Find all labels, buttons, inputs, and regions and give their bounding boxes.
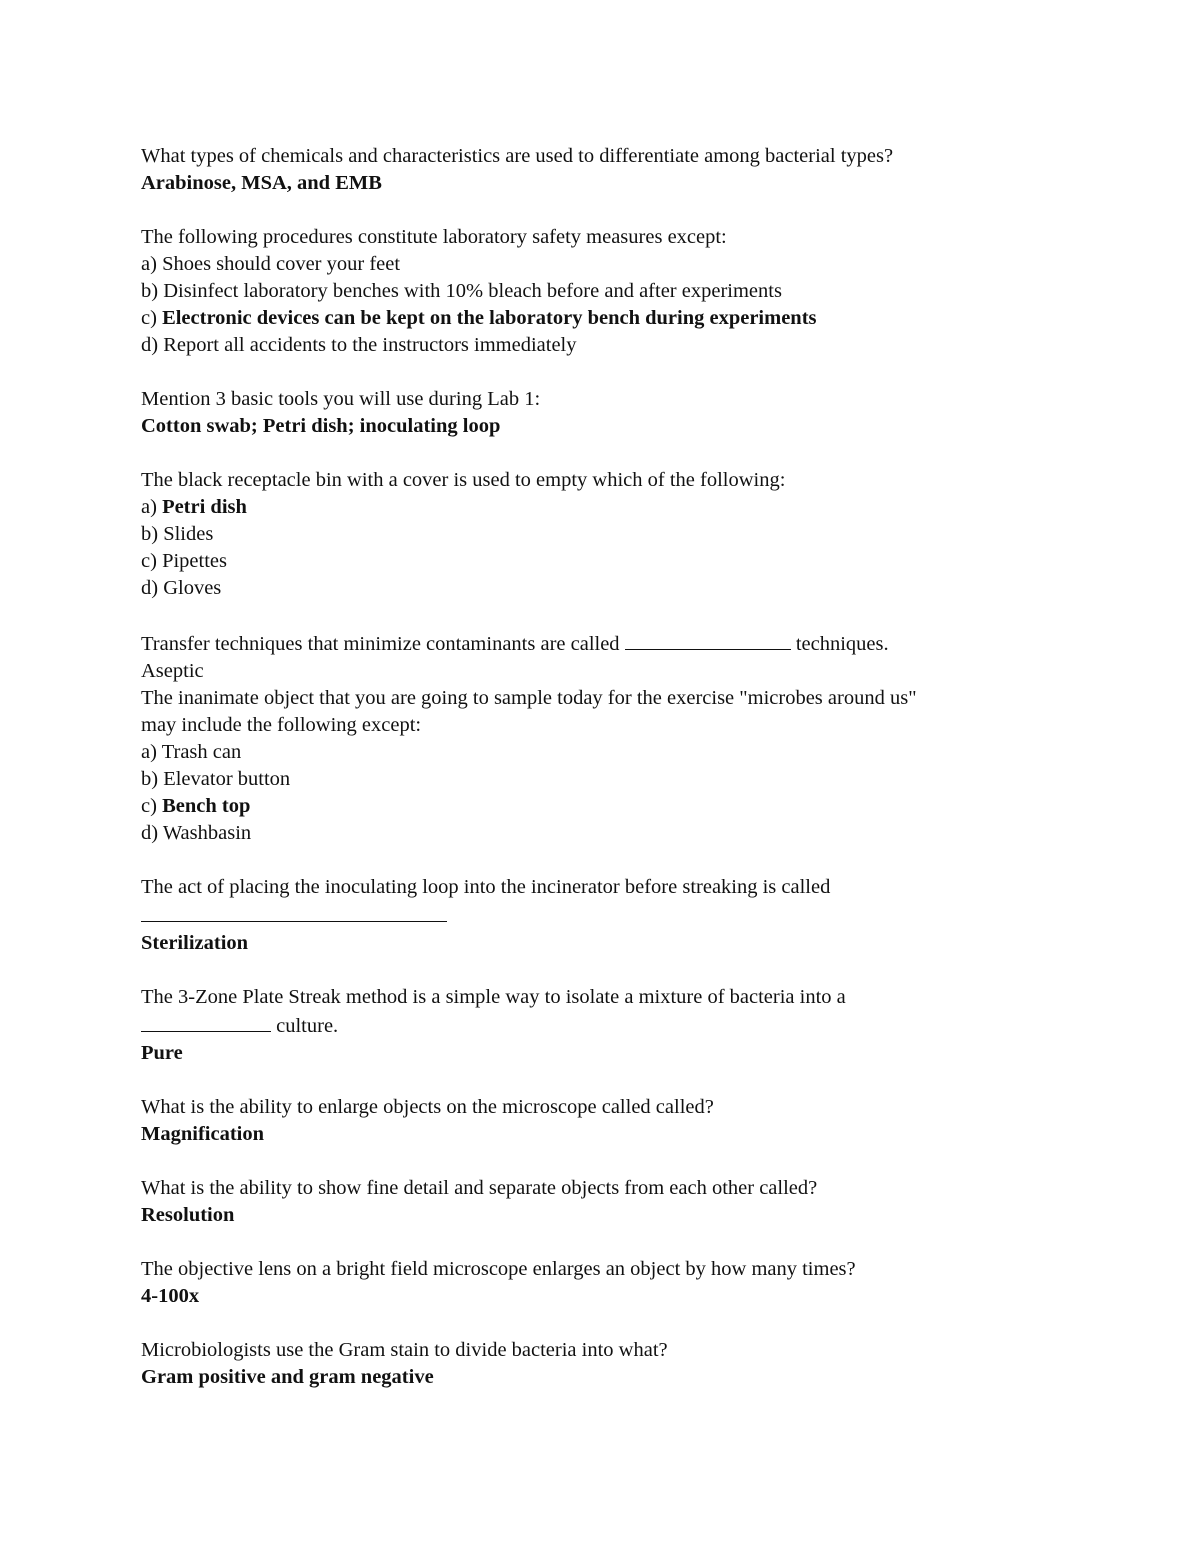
option-b: b) Slides	[141, 523, 214, 545]
fill-in-blank	[625, 629, 791, 650]
question-text: The black receptacle bin with a cover is used to empty which of the following:	[141, 469, 786, 491]
blank-line	[141, 901, 1061, 930]
answer-text: Arabinose, MSA, and EMB	[141, 172, 382, 194]
question-text-continued: may include the following except:	[141, 714, 422, 736]
answer-text: Gram positive and gram negative	[141, 1366, 434, 1388]
option-a: a) Trash can	[141, 741, 242, 763]
option-c: c) Pipettes	[141, 550, 227, 572]
question-text: Transfer techniques that minimize contaminants are called techniques.	[141, 629, 1061, 658]
question-text: Mention 3 basic tools you will use during Lab 1:	[141, 388, 541, 410]
option-c-correct: c) Electronic devices can be kept on the laboratory bench during experiments	[141, 307, 817, 329]
answer-text: 4-100x	[141, 1285, 200, 1307]
fill-in-blank	[141, 1011, 271, 1032]
option-c-correct: c) Bench top	[141, 795, 251, 817]
answer-text: Cotton swab; Petri dish; inoculating loop	[141, 415, 501, 437]
answer-text: Aseptic	[141, 660, 204, 682]
answer-text: Pure	[141, 1042, 183, 1064]
question-text: The objective lens on a bright field microscope enlarges an object by how many times?	[141, 1258, 856, 1280]
question-text: Microbiologists use the Gram stain to divide bacteria into what?	[141, 1339, 668, 1361]
question-text-continued: culture.	[141, 1011, 1061, 1040]
document-page	[141, 143, 1061, 1391]
question-text: The inanimate object that you are going to sample today for the exercise "microbes around us"	[141, 687, 917, 709]
option-a-correct: a) Petri dish	[141, 496, 247, 518]
question-text: The act of placing the inoculating loop into the incinerator before streaking is called	[141, 876, 831, 898]
question-text: The following procedures constitute laboratory safety measures except:	[141, 226, 727, 248]
question-text: The 3-Zone Plate Streak method is a simple way to isolate a mixture of bacteria into a	[141, 986, 846, 1008]
answer-text: Sterilization	[141, 932, 249, 954]
option-d: d) Report all accidents to the instructors immediately	[141, 334, 577, 356]
option-d: d) Washbasin	[141, 822, 252, 844]
answer-text: Resolution	[141, 1204, 235, 1226]
option-b: b) Disinfect laboratory benches with 10% bleach before and after experiments	[141, 280, 782, 302]
question-text: What types of chemicals and characteristics are used to differentiate among bacterial types?	[141, 145, 894, 167]
option-d: d) Gloves	[141, 577, 222, 599]
option-a: a) Shoes should cover your feet	[141, 253, 401, 275]
answer-text: Magnification	[141, 1123, 264, 1145]
option-b: b) Elevator button	[141, 768, 291, 790]
fill-in-blank	[141, 901, 447, 922]
question-text: What is the ability to show fine detail and separate objects from each other called?	[141, 1177, 818, 1199]
question-text: What is the ability to enlarge objects on the microscope called called?	[141, 1096, 714, 1118]
